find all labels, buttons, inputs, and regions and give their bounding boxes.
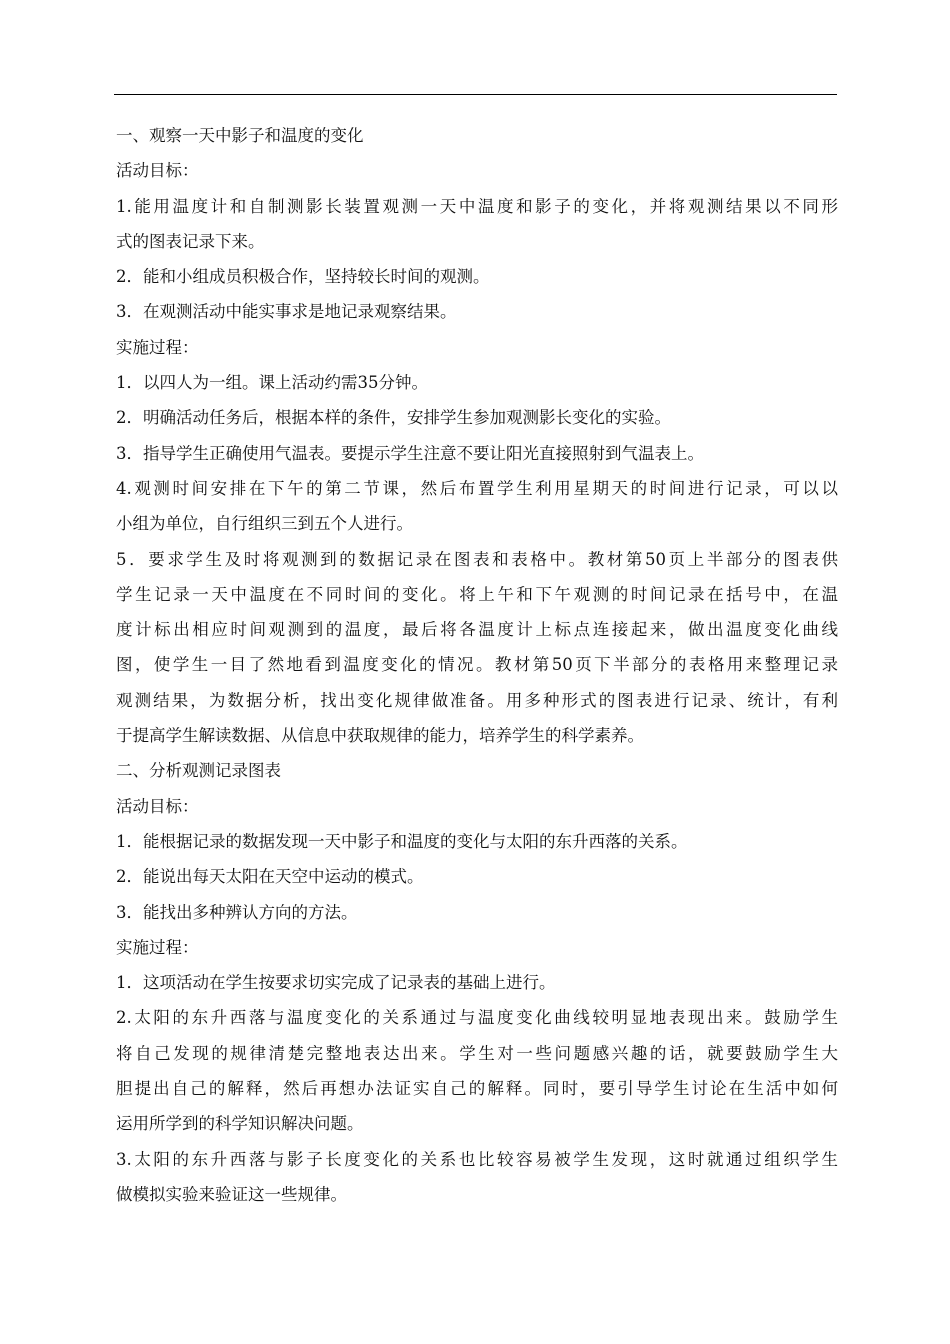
section-2-step-2-line-4: 运用所学到的科学知识解决问题。 <box>116 1114 364 1134</box>
section-2-step-2-line-2: 将自己发现的规律清楚完整地表达出来。学生对一些问题感兴趣的话，就要鼓励学生大 <box>116 1043 838 1063</box>
header-divider <box>114 94 837 95</box>
section-1-step-4-line-1: 4.观测时间安排在下午的第二节课，然后布置学生利用星期天的时间进行记录，可以以 <box>116 478 838 498</box>
section-1-goal-1-line-1: 1.能用温度计和自制测影长装置观测一天中温度和影子的变化，并将观测结果以不同形 <box>116 196 838 216</box>
section-1-step-5-line-2: 学生记录一天中温度在不同时间的变化。将上午和下午观测的时间记录在括号中，在温 <box>116 584 838 604</box>
section-2-step-3-line-2: 做模拟实验来验证这一些规律。 <box>116 1184 347 1204</box>
section-2-title: 二、分析观测记录图表 <box>116 761 281 781</box>
section-1-step-3: 3．指导学生正确使用气温表。要提示学生注意不要让阳光直接照射到气温表上。 <box>116 443 704 463</box>
section-2-goals-heading: 活动目标： <box>116 796 199 816</box>
section-1-step-4-line-2: 小组为单位，自行组织三到五个人进行。 <box>116 514 413 534</box>
section-1-step-5-line-3: 度计标出相应时间观测到的温度，最后将各温度计上标点连接起来，做出温度变化曲线 <box>116 620 838 640</box>
section-1-goal-2: 2．能和小组成员积极合作，坚持较长时间的观测。 <box>116 267 490 287</box>
section-2-process-heading: 实施过程： <box>116 937 199 957</box>
section-2-step-3-line-1: 3.太阳的东升西落与影子长度变化的关系也比较容易被学生发现，这时就通过组织学生 <box>116 1149 838 1169</box>
section-2-step-1: 1．这项活动在学生按要求切实完成了记录表的基础上进行。 <box>116 973 556 993</box>
section-1-goal-3: 3．在观测活动中能实事求是地记录观察结果。 <box>116 302 457 322</box>
section-2-goal-2: 2．能说出每天太阳在天空中运动的模式。 <box>116 867 424 887</box>
section-1-step-5-line-5: 观测结果，为数据分析，找出变化规律做准备。用多种形式的图表进行记录、统计，有利 <box>116 690 838 710</box>
section-1-step-5-line-4: 图，使学生一目了然地看到温度变化的情况。教材第50页下半部分的表格用来整理记录 <box>116 655 838 675</box>
section-1-step-5-line-6: 于提高学生解读数据、从信息中获取规律的能力，培养学生的科学素养。 <box>116 726 644 746</box>
section-2-step-2-line-3: 胆提出自己的解释，然后再想办法证实自己的解释。同时，要引导学生讨论在生活中如何 <box>116 1079 838 1099</box>
section-1-step-5-line-1: 5．要求学生及时将观测到的数据记录在图表和表格中。教材第50页上半部分的图表供 <box>116 549 838 569</box>
section-1-goal-1-line-2: 式的图表记录下来。 <box>116 231 265 251</box>
section-2-goal-3: 3．能找出多种辨认方向的方法。 <box>116 902 358 922</box>
section-2-step-2-line-1: 2.太阳的东升西落与温度变化的关系通过与温度变化曲线较明显地表现出来。鼓励学生 <box>116 1008 838 1028</box>
section-1-title: 一、观察一天中影子和温度的变化 <box>116 126 364 145</box>
section-2-goal-1: 1．能根据记录的数据发现一天中影子和温度的变化与太阳的东升西落的关系。 <box>116 831 688 851</box>
section-1-step-1: 1．以四人为一组。课上活动约需35分钟。 <box>116 373 428 393</box>
section-1-process-heading: 实施过程： <box>116 337 199 357</box>
section-1-step-2: 2．明确活动任务后，根据本样的条件，安排学生参加观测影长变化的实验。 <box>116 408 671 428</box>
section-1-goals-heading: 活动目标： <box>116 161 199 181</box>
document-body <box>116 118 838 1212</box>
